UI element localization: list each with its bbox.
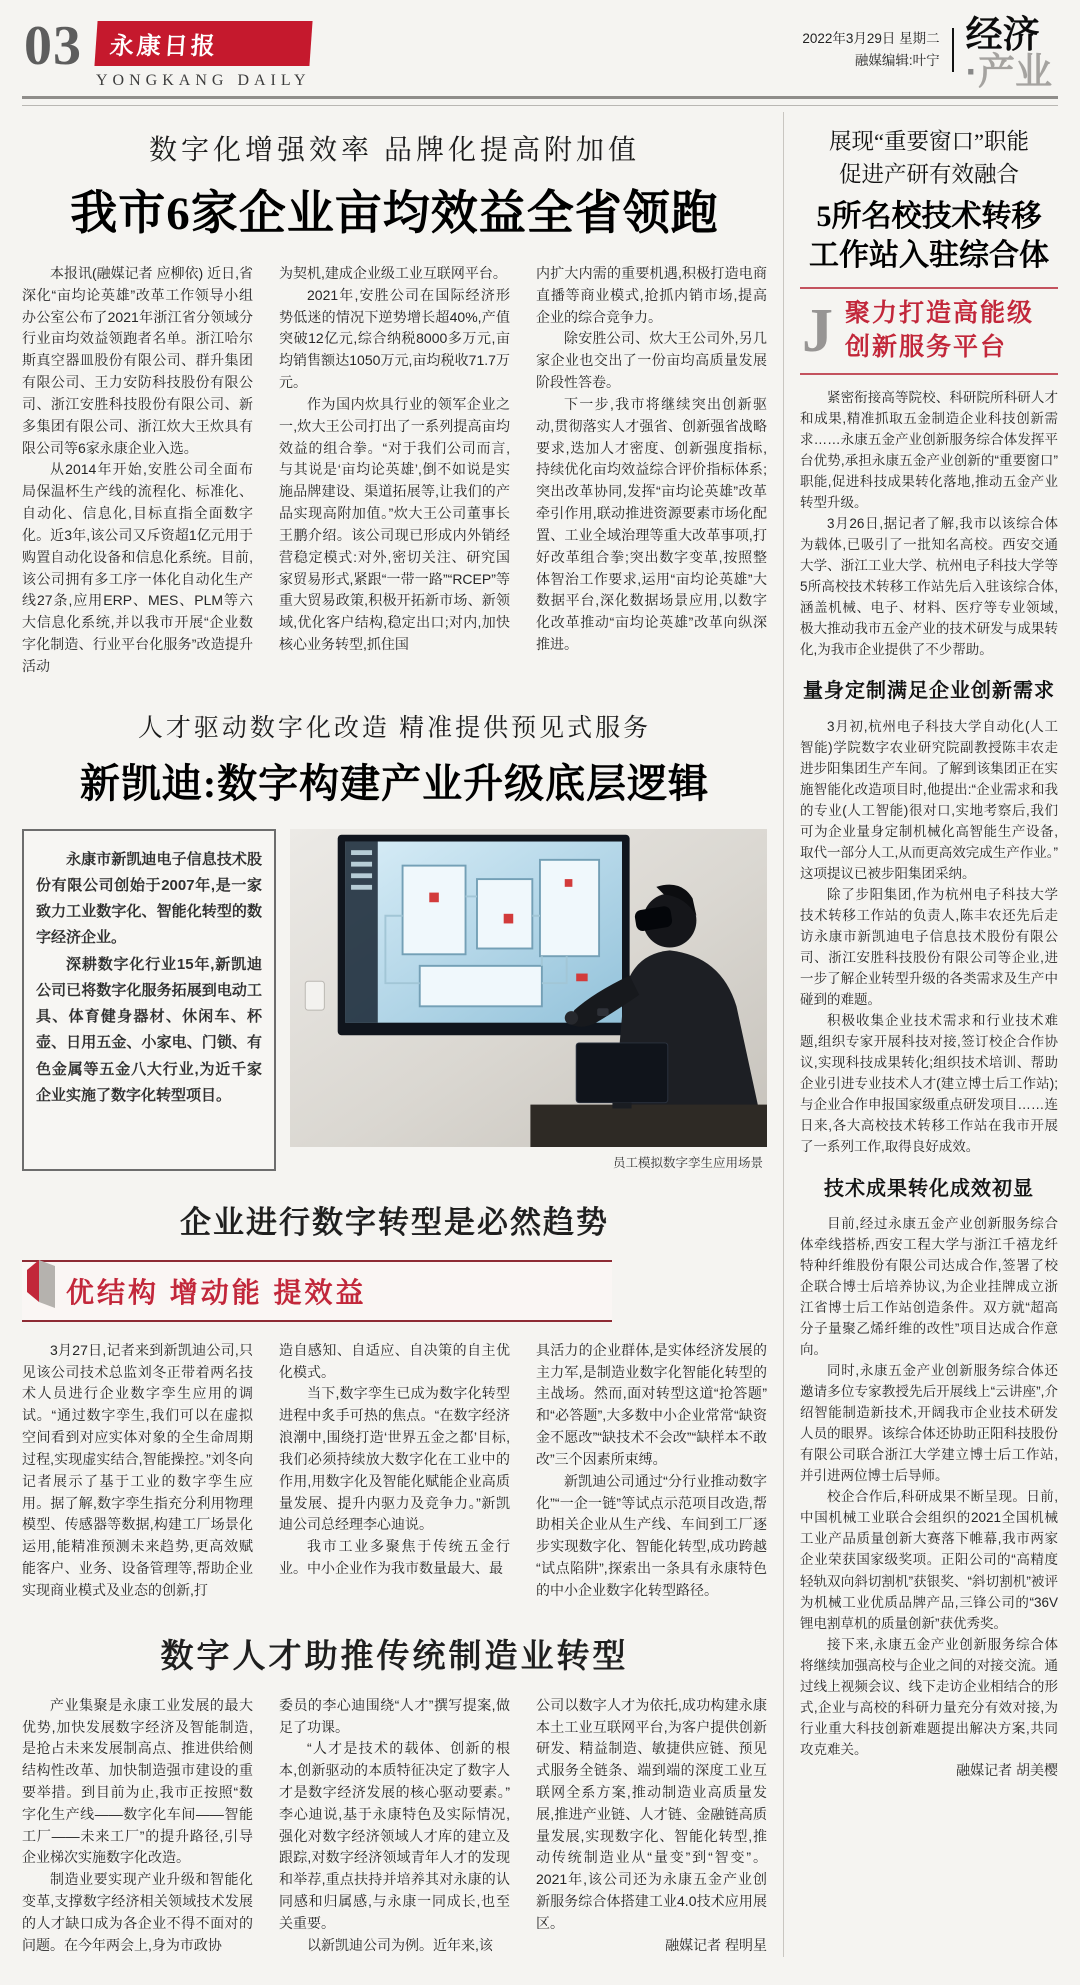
article3-headline-line2: 工作站入驻综合体 — [809, 239, 1049, 273]
paragraph: 接下来,永康五金产业创新服务综合体将继续加强高校与企业之间的对接交流。通过线上视频会议、线下走访企业相结合的形式,企业与高校的科研力量充分有效对接,为行业重大科技创新难题提出解决方案,共同攻克难关。 — [800, 1636, 1058, 1757]
paragraph: 公司以数字人才为依托,成功构建永康本土工业互联网平台,为客户提供创新研发、精益制造、敏捷供应链、预见式服务全链条、端到端的深度工业互联网全系方案,推动制造业高质量发展,推进产业链、人才链、金融链高质量发展,实现数字化、智能化转型,推动传统制造业从“量变”到“智变”。2021年,该公司还为永康五金产业创新服务综合体搭建工业4.0技术应用展区。 — [536, 1696, 767, 1931]
photo-caption: 员工模拟数字孪生应用场景 — [612, 1155, 763, 1170]
article2-kicker: 人才驱动数字化改造 精准提供预见式服务 — [137, 714, 652, 742]
right-column — [800, 112, 1058, 1957]
article1-column-1 — [22, 263, 253, 678]
article2-section1-title: 企业进行数字转型是必然趋势 — [180, 1204, 609, 1240]
section1-column-3 — [536, 1340, 767, 1602]
paragraph: 具活力的企业群体,是实体经济发展的主力军,是制造业数字化智能化转型的主战场。然而,面对转型这道“抢答题”和“必答题”,大多数中小企业常常“缺资金不愿改”“缺技术不会改”“缺样本不敢改”三个因素所束缚。 — [536, 1341, 767, 1467]
masthead — [96, 21, 311, 90]
masthead-logo: 永康日报 — [94, 21, 312, 66]
paragraph: 除安胜公司、炊大王公司外,另几家企业也交出了一份亩均高质量发展阶段性答卷。 — [536, 330, 767, 391]
paragraph: 3月27日,记者来到新凯迪公司,只见该公司技术总监刘冬正带着两名技术人员进行企业数字孪生应用的调试。“通过数字孪生,我们可以在虚拟空间看到对应实体对象的全生命周期过程,实现虚实结合,智能操控。”刘冬向记者展示了基于工业的数字孪生应用。据了解,数字孪生指充分利用物理模型、传感器等数据,构建工厂场景化运用,能精准预测未来趋势,更高效赋能客户、业务、设备管理等,帮助企业实现商业模式及业态的创新,打 — [22, 1341, 253, 1598]
article3-subhead-2: 技术成果转化成效初显 — [824, 1177, 1034, 1200]
paragraph: 委员的李心迪围绕“人才”撰写提案,做足了功课。 — [279, 1696, 510, 1735]
paragraph: 积极收集企业技术需求和行业技术难题,组织专家开展科技对接,签订校企合作协议,实现科技成果转化;组织技术培训、帮助企业引进专业技术人才(建立博士后工作站);与企业合作申报国家级重点研发项目……连日来,各大高校技术转移工作站在我市开展了一系列工作,取得良好成效。 — [800, 1013, 1058, 1155]
banner-title: 优结构 增动能 提效益 — [66, 1276, 367, 1308]
article3-kicker — [800, 126, 1058, 191]
article3-kicker-line1: 展现“重要窗口”职能 — [829, 129, 1029, 154]
article1-column-2 — [279, 263, 510, 678]
paragraph: 我市工业多聚焦于传统五金行业。中小企业作为我市数量最大、最 — [279, 1538, 510, 1577]
date-line: 2022年3月29日 星期二 — [802, 31, 940, 47]
article2-section2-title: 数字人才助推传统制造业转型 — [160, 1636, 629, 1674]
paragraph: 紧密衔接高等院校、科研院所科研人才和成果,精准抓取五金制造企业科技创新需求……永康五金产业创新服务综合体发挥平台优势,承担永康五金产业创新的“重要窗口”职能,促进科技成果转化落地,推动五金产业转型升级。 — [800, 389, 1058, 510]
paragraph: 作为国内炊具行业的领军企业之一,炊大王公司打出了一系列提高亩均效益的组合拳。“对于我们公司而言,与其说是‘亩均论英雄’,倒不如说是实施品牌建设、渠道拓展等,让我们的产品实现高附加值。”炊大王公司董事长王鹏介绍。该公司现已形成内外销经营稳定模式:对外,密切关注、研究国家贸易形式,紧跟“一带一路”“RCEP”等重大贸易政策,积极开拓新市场、新领域,优化客户结构,稳定出口;对内,加快核心业务转型,抓住国 — [279, 395, 510, 653]
left-region — [22, 112, 767, 1957]
badge-title-line2: 创新服务平台 — [845, 333, 1008, 361]
paragraph: 制造业要实现产业升级和智能化变革,支撑数字经济相关领域技术发展的人才缺口成为各企业不得不面对的问题。在今年两会上,身为市政协 — [22, 1871, 253, 1953]
column-divider — [783, 112, 784, 1957]
article3-kicker-line2: 促进产研有效融合 — [838, 161, 1019, 187]
article3-body — [800, 387, 1058, 1782]
paragraph: 内扩大内需的重要机遇,积极打造电商直播等商业模式,抢抓内销市场,提高企业的综合竞争力。 — [536, 265, 767, 325]
red-banner — [22, 1260, 612, 1322]
badge-letter-icon: J — [802, 296, 833, 365]
header-divider — [952, 28, 954, 72]
paragraph: 造自感知、自适应、自决策的自主优化模式。 — [279, 1341, 510, 1380]
ribbon-icon — [26, 1258, 56, 1315]
section-main: 经济 — [965, 14, 1040, 55]
innovation-badge — [800, 287, 1058, 375]
paragraph: 除了步阳集团,作为杭州电子科技大学技术转移工作站的负责人,陈丰农还先后走访永康市新凯迪电子信息技术股份有限公司、浙江安胜科技股份有限公司等企业,进一步了解企业转型升级的各类需求及生产中碰到的难题。 — [800, 886, 1058, 1008]
section-title — [966, 10, 1052, 90]
paragraph: 校企合作后,科研成果不断呈现。日前,中国机械工业联合会组织的2021全国机械工业产品质量创新大赛落下帷幕,我市两家企业荣获国家级奖项。正阳公司的“高精度轻轨双向斜切割机”获银奖、“斜切割机”被评为机械工业优质品牌产品,三锋公司的“36V锂电割草机的质量创新”获优秀奖。 — [800, 1489, 1058, 1631]
paragraph: 3月初,杭州电子科技大学自动化(人工智能)学院数字农业研究院副教授陈丰农走进步阳集团生产车间。了解到该集团正在实施智能化改造项目时,他提出:“企业需求和我的专业(人工智能)很对口,实地考察后,我们可为企业量身定制机械化高智能生产设备,取代一部分人工,从而更高效完成生产作业。”这项提议已被步阳集团采纳。 — [800, 718, 1058, 881]
article1-column-3 — [536, 263, 767, 678]
page-number: 03 — [24, 15, 82, 77]
paragraph: 2021年,安胜公司在国际经济形势低迷的情况下逆势增长超40%,产值突破12亿元,综合纳税8000多万元,亩均销售额达1050万元,亩均税收71.7万元。 — [279, 286, 510, 391]
article2-photo-block — [290, 829, 767, 1171]
news-photo — [290, 829, 767, 1147]
section2-column-2 — [279, 1695, 510, 1957]
paragraph: 同时,永康五金产业创新服务综合体还邀请多位专家教授先后开展线上“云讲座”,介绍智能制造新技术,开阔我市企业技术研发人员的眼界。该综合体还协助正阳科技股份有限公司联合浙江大学建立博士后工作站,并引进两位博士后导师。 — [800, 1363, 1058, 1484]
article1-headline: 我市6家企业亩均效益全省领跑 — [70, 188, 719, 240]
section-sub: 产业 — [978, 51, 1052, 92]
badge-title — [845, 297, 1034, 365]
article3-byline: 融媒记者 胡美樱 — [956, 1761, 1058, 1778]
paragraph: 目前,经过永康五金产业创新服务综合体牵线搭桥,西安工程大学与浙江千禧龙纤特种纤维股份有限公司达成合作,签署了校企联合博士后培养协议,为企业挂牌成立浙江省博士后工作站创造条件。双方就“超高分子量聚乙烯纤维的改性”项目达成合作意向。 — [800, 1215, 1058, 1357]
badge-title-line1: 聚力打造高能级 — [845, 299, 1035, 328]
article2-intro-box — [22, 829, 276, 1171]
page-header — [22, 6, 1058, 96]
section-dot: · — [965, 51, 978, 92]
article2-headline: 新凯迪:数字构建产业升级底层逻辑 — [79, 760, 710, 806]
article-gongzuozhan — [800, 126, 1058, 1782]
section2-column-3 — [536, 1695, 767, 1957]
paragraph: 3月26日,据记者了解,我市以该综合体为载体,已吸引了一批知名高校。西安交通大学、浙江工业大学、杭州电子科技大学等5所高校技术转移工作站先后入驻该综合体,涵盖机械、电子、材料、医疗等专业领域,极大推动我市五金产业的技术研发与成果转化,为我市企业提供了不少帮助。 — [800, 516, 1058, 658]
paragraph: 新凯迪公司通过“分行业推动数字化”“一企一链”等试点示范项目改造,帮助相关企业从生产线、车间到工厂逐步实现数字化、智能化转型,成功跨越“试点陷阱”,探索出一条具有永康特色的中小企业数字化转型路径。 — [536, 1472, 767, 1598]
editor-line: 融媒编辑:叶宁 — [854, 53, 940, 68]
article-mujun — [22, 128, 767, 678]
date-editor-block — [802, 28, 939, 71]
paragraph: “人才是技术的载体、创新的根本,创新驱动的本质特征决定了数字人才是数字经济发展的核心驱动要素。”李心迪说,基于永康特色及实际情况,强化对数字经济领域人才库的建立及跟踪,对数字经济领域青年人才的发现和举荐,重点扶持并培养其对永康的认同感和归属感,与永康一同成长,也至关重要。 — [279, 1740, 510, 1931]
paragraph: 从2014年开始,安胜公司全面布局保温杯生产线的流程化、标准化、自动化、信息化,目标直指全面数字化。近3年,该公司又斥资超1亿元用于购置自动化设备和信息化系统。目前,该公司拥有多工序一体化自动化生产线27条,应用ERP、MES、PLM等六大信息化系统,并以我市开展“企业数字化制造、行业平台化服务”改造提升活动 — [22, 461, 253, 674]
header-rule — [22, 96, 1058, 106]
article3-headline-line1: 5所名校技术转移 — [816, 200, 1042, 234]
article3-headline — [800, 197, 1058, 275]
digital-twin-photo-illustration — [290, 829, 767, 1147]
paragraph: 下一步,我市将继续突出创新驱动,贯彻落实人才强省、创新强省战略要求,迭加人才密度、创新强度指标,持续优化亩均效益综合评价指标体系;突出改革协同,发挥“亩均论英雄”改革牵引作用,联动推进资源要素市场化配置、工业全域治理等重大改革事项,打好改革组合拳;突出数字变革,按照整体智治工作要求,运用“亩均论英雄”大数据平台,深化数据场景应用,以数字化改革推动“亩均论英雄”改革向纵深推进。 — [536, 395, 767, 653]
masthead-english: YONGKANG DAILY — [96, 72, 311, 89]
section1-column-2 — [279, 1340, 510, 1602]
section2-column-1 — [22, 1695, 253, 1957]
article3-subhead-1: 量身定制满足企业创新需求 — [803, 680, 1055, 703]
article1-kicker: 数字化增强效率 品牌化提高附加值 — [148, 135, 640, 166]
article2-byline: 融媒记者 程明星 — [665, 1936, 767, 1953]
paragraph: 为契机,建成企业级工业互联网平台。 — [279, 265, 507, 281]
paragraph: 当下,数字孪生已成为数字化转型进程中炙手可热的焦点。“在数字经济浪潮中,围绕打造‘世界五金之都’目标,我们必须持续放大数字化在工业中的作用,用数字化及智能化赋能企业高质量发展、提升内驱力及竞争力。”新凯迪公司总经理李心迪说。 — [279, 1385, 510, 1533]
section1-column-1 — [22, 1340, 253, 1602]
article-xinkaidi — [22, 708, 767, 1957]
paragraph: 产业集聚是永康工业发展的最大优势,加快发展数字经济及智能制造,是抢占未来发展制高点、推进供给侧结构性改革、加快制造强市建设的重要举措。到目前为止,我市正按照“数字化生产线——数字化车间——智能工厂——未来工厂”的提升路径,引导企业梯次实施数字化改造。 — [22, 1696, 253, 1866]
paragraph: 以新凯迪公司为例。近年来,该 — [307, 1936, 493, 1953]
paragraph: 永康市新凯迪电子信息技术股份有限公司创始于2007年,是一家致力工业数字化、智能化转型的数字经济企业。 — [36, 850, 262, 947]
paragraph: 深耕数字化行业15年,新凯迪公司已将数字化服务拓展到电动工具、体育健身器材、休闲车、杯壶、日用五金、小家电、门锁、有色金属等五金八大行业,为近千家企业实施了数字化转型项目。 — [36, 955, 262, 1104]
paragraph: 本报讯(融媒记者 应柳依) 近日,省深化“亩均论英雄”改革工作领导小组办公室公布了2021年浙江省分领域分行业亩均效益领跑者名单。浙江哈尔斯真空器皿股份有限公司、群升集团有限公司、王力安防科技股份有限公司、浙江安胜科技股份有限公司、新多集团有限公司、浙江炊大王炊具有限公司等6家永康企业入选。 — [22, 265, 253, 456]
